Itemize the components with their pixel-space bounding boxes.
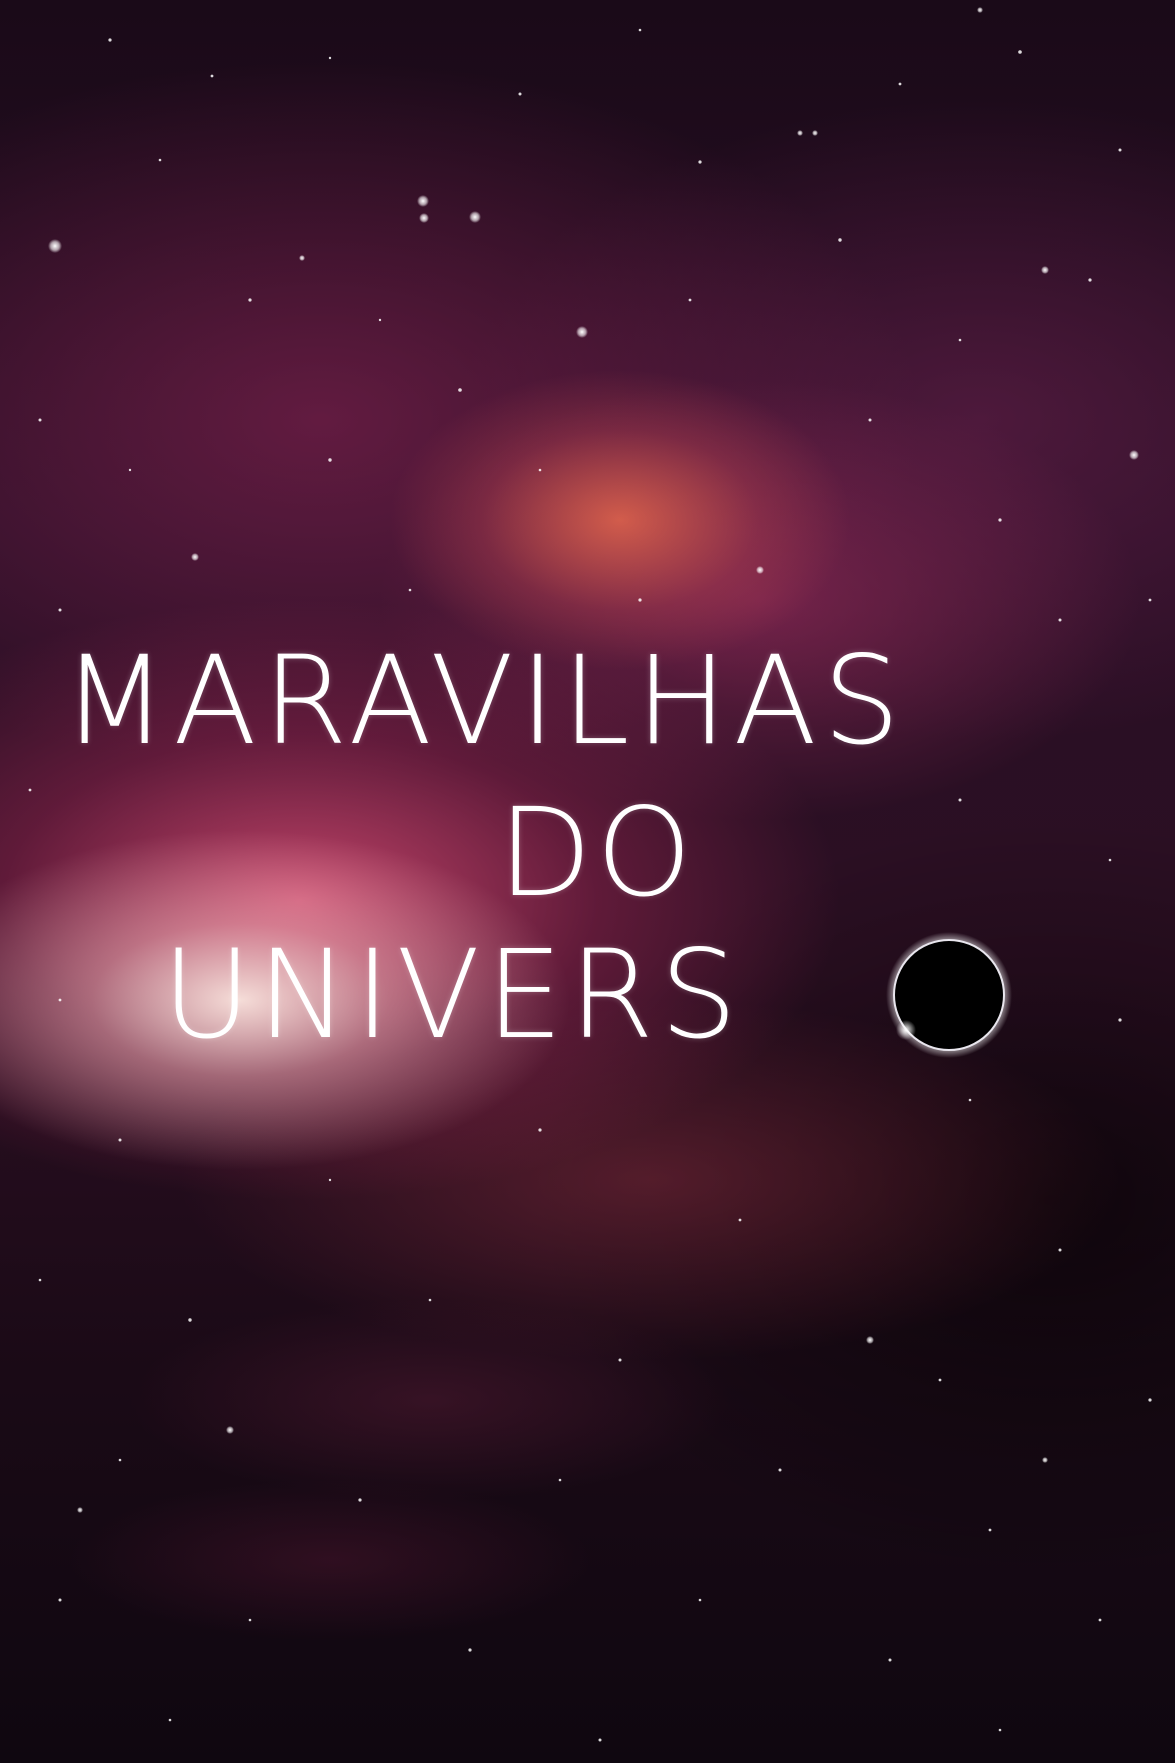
title-line-maravilhas: MARAVILHAS bbox=[62, 630, 907, 772]
title-line-do: DO bbox=[498, 782, 696, 924]
title-line-univers: UNIVERS bbox=[162, 924, 744, 1066]
eclipse-icon bbox=[884, 930, 1014, 1060]
